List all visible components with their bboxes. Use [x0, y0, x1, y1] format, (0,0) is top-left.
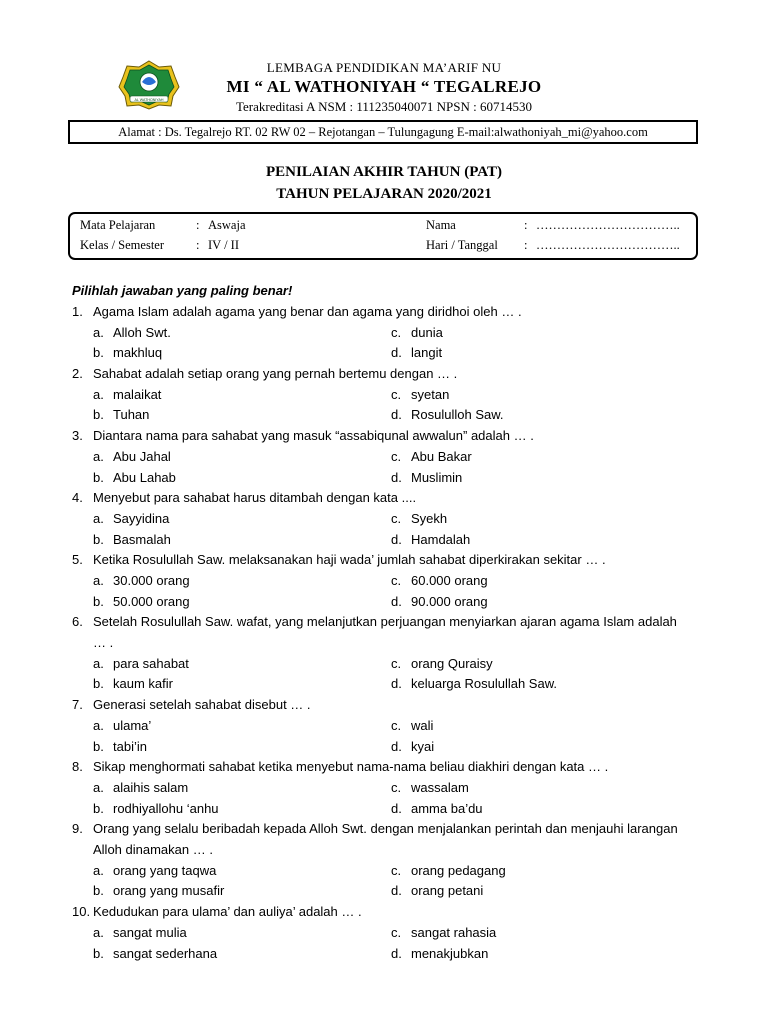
- question-item: [72, 488, 692, 550]
- address-text: Alamat : Ds. Tegalrejo RT. 02 RW 02 – Rejotangan – Tulungagung E-mail:alwathoniyah_mi@yahoo.com: [118, 124, 648, 139]
- option-a[interactable]: a. 30.000 orang: [93, 573, 190, 589]
- option-c[interactable]: c. Abu Bakar: [391, 448, 472, 464]
- option-a[interactable]: a. sangat mulia: [93, 924, 187, 940]
- option-b[interactable]: b. kaum kafir: [93, 676, 173, 692]
- question-text: Orang yang selalu beribadah kepada Alloh Swt. dengan menjalankan perintah dan menjauhi larangan Alloh dinamakan … .: [93, 821, 678, 858]
- question-number: 1.: [72, 304, 83, 319]
- option-d[interactable]: d. 90.000 orang: [391, 593, 488, 609]
- option-c[interactable]: c. Syekh: [391, 510, 448, 526]
- class-label: Kelas / Semester: [80, 238, 165, 252]
- question-number: 9.: [72, 821, 83, 837]
- school-name: MI “ AL WATHONIYAH “ TEGALREJO: [226, 77, 542, 96]
- question-text: Diantara nama para sahabat yang masuk “assabiqunal awwalun” adalah … .: [93, 428, 534, 444]
- question-number: 5.: [72, 552, 83, 568]
- logo-text: AL WATHONIYAH: [134, 97, 164, 102]
- question-text: Menyebut para sahabat harus ditambah dengan kata ....: [93, 490, 417, 506]
- option-a[interactable]: a. malaikat: [93, 386, 162, 402]
- question-text: Sahabat adalah setiap orang yang pernah bertemu dengan … .: [93, 366, 458, 382]
- address-box: [68, 120, 698, 144]
- student-info-box: [68, 212, 698, 260]
- option-d[interactable]: d. Muslimin: [391, 469, 463, 485]
- option-d[interactable]: d. keluarga Rosulullah Saw.: [391, 676, 557, 692]
- exam-title: PENILAIAN AKHIR TAHUN (PAT): [266, 164, 502, 180]
- option-c[interactable]: c. sangat rahasia: [391, 924, 497, 940]
- question-item: [72, 364, 692, 426]
- option-c[interactable]: c. 60.000 orang: [391, 573, 488, 589]
- option-d[interactable]: d. Rosululloh Saw.: [391, 407, 504, 423]
- option-a[interactable]: a. alaihis salam: [93, 779, 189, 795]
- option-d[interactable]: d. Hamdalah: [391, 531, 471, 547]
- subject-label: Mata Pelajaran: [80, 218, 156, 232]
- question-item: [72, 426, 692, 488]
- subject-value: Aswaja: [208, 218, 246, 232]
- question-text: Setelah Rosulullah Saw. wafat, yang melanjutkan perjuangan menyiarkan ajaran agama Islam adalah … .: [93, 614, 677, 651]
- question-text: Ketika Rosulullah Saw. melaksanakan haji wada’ jumlah sahabat diperkirakan sekitar … .: [93, 552, 606, 568]
- option-b[interactable]: b. makhluq: [93, 345, 163, 361]
- question-text: Agama Islam adalah agama yang benar dan agama yang diridhoi oleh … .: [93, 304, 522, 319]
- day-date-field[interactable]: ……………………………..: [536, 238, 680, 252]
- question-item: [72, 550, 692, 612]
- option-b[interactable]: b. rodhiyallohu ‘anhu: [93, 800, 219, 816]
- option-b[interactable]: b. 50.000 orang: [93, 593, 190, 609]
- option-a[interactable]: a. Abu Jahal: [93, 448, 171, 464]
- question-text: Generasi setelah sahabat disebut … .: [93, 697, 311, 713]
- colon: :: [524, 218, 528, 232]
- colon: :: [524, 238, 528, 252]
- option-d[interactable]: d. kyai: [391, 738, 435, 754]
- question-list: [72, 302, 692, 964]
- option-c[interactable]: c. wassalam: [391, 779, 469, 795]
- option-b[interactable]: b. orang yang musafir: [93, 883, 225, 899]
- option-c[interactable]: c. orang pedagang: [391, 862, 506, 878]
- option-b[interactable]: b. Basmalah: [93, 531, 171, 547]
- question-number: 7.: [72, 697, 83, 713]
- question-text: Sikap menghormati sahabat ketika menyebut nama-nama beliau diakhiri dengan kata … .: [93, 759, 609, 775]
- option-c[interactable]: c. orang Quraisy: [391, 655, 493, 671]
- name-field[interactable]: ……………………………..: [536, 218, 680, 232]
- question-number: 6.: [72, 614, 83, 630]
- option-b[interactable]: b. Abu Lahab: [93, 469, 176, 485]
- option-c[interactable]: c. wali: [391, 717, 434, 733]
- info-row: [70, 238, 696, 258]
- option-a[interactable]: a. ulama’: [93, 717, 152, 733]
- question-number: 10.: [72, 904, 91, 920]
- question-number: 3.: [72, 428, 83, 444]
- question-number: 8.: [72, 759, 83, 775]
- option-c[interactable]: c. dunia: [391, 324, 443, 340]
- colon: :: [196, 218, 200, 232]
- question-number: 2.: [72, 366, 83, 382]
- class-value: IV / II: [208, 238, 240, 252]
- option-b[interactable]: b. Tuhan: [93, 407, 150, 423]
- option-d[interactable]: d. langit: [391, 345, 443, 361]
- institution-name: LEMBAGA PENDIDIKAN MA’ARIF NU: [266, 60, 502, 75]
- colon: :: [196, 238, 200, 252]
- question-text: Kedudukan para ulama’ dan auliya’ adalah … .: [93, 904, 362, 920]
- info-row: [70, 218, 696, 238]
- option-a[interactable]: a. orang yang taqwa: [93, 862, 217, 878]
- option-a[interactable]: a. Alloh Swt.: [93, 324, 171, 340]
- option-d[interactable]: d. amma ba’du: [391, 800, 483, 816]
- question-item: [72, 819, 692, 902]
- question-item: [72, 757, 692, 819]
- option-c[interactable]: c. syetan: [391, 386, 450, 402]
- option-b[interactable]: b. tabi’in: [93, 738, 147, 754]
- option-d[interactable]: d. menakjubkan: [391, 945, 489, 961]
- option-b[interactable]: b. sangat sederhana: [93, 945, 218, 961]
- question-item: [72, 695, 692, 757]
- option-a[interactable]: a. Sayyidina: [93, 510, 170, 526]
- instruction: Pilihlah jawaban yang paling benar!: [72, 283, 293, 298]
- option-d[interactable]: d. orang petani: [391, 883, 484, 899]
- exam-year: TAHUN PELAJARAN 2020/2021: [276, 186, 492, 202]
- question-number: 4.: [72, 490, 83, 506]
- question-item: [72, 902, 692, 964]
- day-date-label: Hari / Tanggal: [426, 238, 498, 252]
- option-a[interactable]: a. para sahabat: [93, 655, 189, 671]
- accreditation-line: Terakreditasi A NSM : 111235040071 NPSN : 60714530: [235, 99, 533, 114]
- name-label: Nama: [426, 218, 456, 232]
- question-item: [72, 302, 692, 364]
- question-item: [72, 612, 692, 695]
